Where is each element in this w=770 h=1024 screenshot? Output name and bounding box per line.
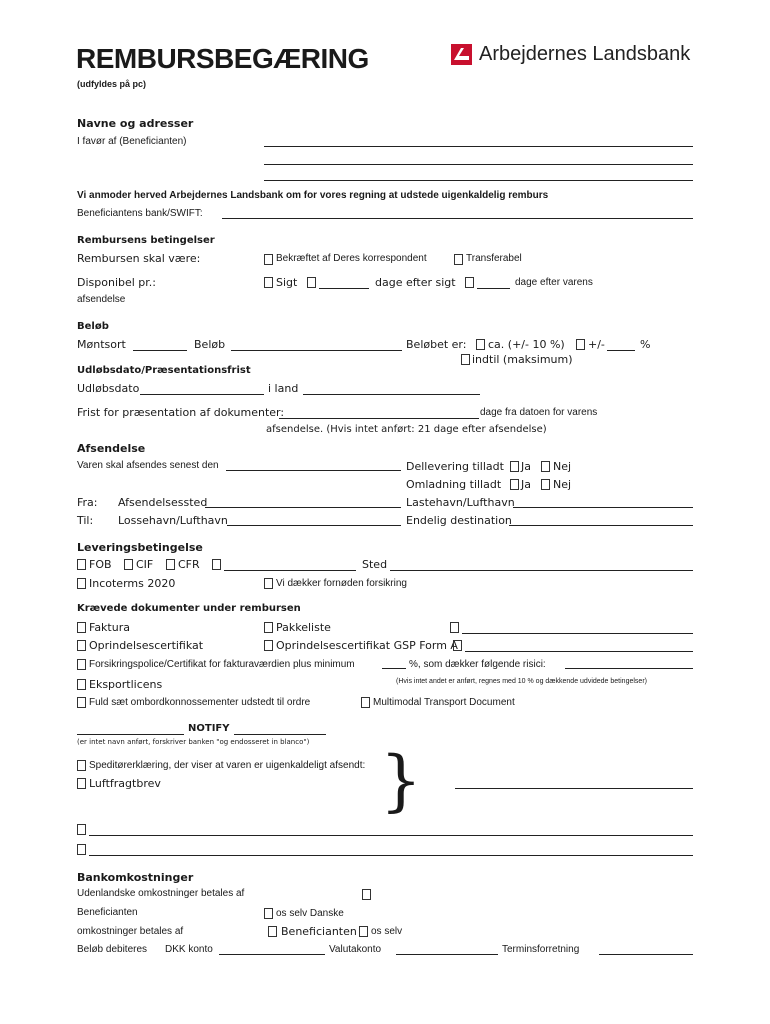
cfr-label: CFR — [178, 558, 200, 571]
amount-line[interactable] — [231, 350, 402, 351]
forwarder-label: Speditørerklæring, der viser at varen er uigenkaldeligt afsendt: — [89, 760, 366, 771]
forwarder-line[interactable] — [455, 788, 693, 789]
other-doc-3-checkbox[interactable] — [77, 824, 86, 835]
sight-label: Sigt — [276, 276, 298, 289]
invoice-checkbox[interactable] — [77, 622, 86, 633]
expiry-date-line[interactable] — [140, 394, 264, 395]
partial-no-label: Nej — [553, 460, 572, 473]
origin-checkbox[interactable] — [77, 640, 86, 651]
brace-symbol: } — [380, 742, 422, 819]
sight-checkbox[interactable] — [264, 277, 273, 288]
section-costs-heading: Bankomkostninger — [77, 871, 194, 884]
presentation-label: Frist for præsentation af dokumenter: — [77, 406, 285, 419]
amount-is-label: Beløbet er: — [406, 338, 467, 351]
available-label: Disponibel pr.: — [77, 276, 156, 289]
dkk-account-label: DKK konto — [165, 944, 213, 955]
transship-yes-label: Ja — [521, 478, 531, 491]
amount-label: Beløb — [194, 338, 226, 351]
currency-label: Møntsort — [77, 338, 126, 351]
dkk-account-line[interactable] — [219, 954, 325, 955]
fob-label: FOB — [89, 558, 112, 571]
airway-label: Luftfragtbrev — [89, 777, 161, 790]
currency-line[interactable] — [133, 350, 187, 351]
expiry-date-label: Udløbsdato — [77, 382, 140, 395]
section-conditions-heading: Rembursens betingelser — [77, 235, 215, 246]
cfr-checkbox[interactable] — [166, 559, 175, 570]
section-documents-heading: Krævede dokumenter under rembursen — [77, 603, 301, 614]
transferable-label: Transferabel — [466, 253, 522, 264]
plusminus-checkbox[interactable] — [576, 339, 585, 350]
final-destination-label: Endelig destination — [406, 514, 512, 527]
danish-self-checkbox[interactable] — [359, 926, 368, 937]
partial-yes-checkbox[interactable] — [510, 461, 519, 472]
section-names-heading: Navne og adresser — [77, 117, 194, 130]
days-from-label: dage fra datoen for varens — [480, 407, 598, 418]
currency-account-line[interactable] — [396, 954, 498, 955]
bank-name: Arbejdernes Landsbank — [479, 43, 691, 65]
export-license-checkbox[interactable] — [77, 679, 86, 690]
transship-label: Omladning tilladt — [406, 478, 502, 491]
beneficiary-line-2[interactable] — [264, 164, 693, 165]
transferable-checkbox[interactable] — [454, 254, 463, 265]
partial-yes-label: Ja — [521, 460, 531, 473]
danish-costs-label: omkostninger betales af — [77, 926, 184, 937]
bank-logo-mark-icon — [451, 44, 472, 65]
place-label: Sted — [362, 558, 388, 571]
other-doc-3-line[interactable] — [89, 835, 693, 836]
insurance-percent-line[interactable] — [382, 668, 406, 669]
insurance-note: (Hvis intet andet er anført, regnes med 10 % og dækkende udvidede betingelser) — [396, 678, 647, 685]
dispatch-place-label: Afsendelsessted — [118, 496, 208, 509]
export-license-label: Eksportlicens — [89, 678, 163, 691]
insurance-checkbox[interactable] — [264, 578, 273, 589]
section-expiry-heading: Udløbsdato/Præsentationsfrist — [77, 365, 251, 376]
foreign-beneficiary-label: Beneficianten — [77, 907, 138, 918]
danish-self-label: os selv — [371, 926, 403, 937]
confirmed-label: Bekræftet af Deres korrespondent — [276, 253, 427, 264]
approx-label: ca. (+/- 10 %) — [488, 338, 565, 351]
multimodal-checkbox[interactable] — [361, 697, 370, 708]
incoterms-label: Incoterms 2020 — [89, 577, 176, 590]
days-after-goods-label: dage efter varens — [515, 277, 593, 288]
days-after-sight-label: dage efter sigt — [375, 276, 456, 289]
section-shipment-heading: Afsendelse — [77, 442, 146, 455]
transship-yes-checkbox[interactable] — [510, 479, 519, 490]
fob-checkbox[interactable] — [77, 559, 86, 570]
place-line[interactable] — [390, 570, 693, 571]
latest-shipment-label: Varen skal afsendes senest den — [77, 460, 219, 471]
beneficiary-line-3[interactable] — [264, 180, 693, 181]
packing-list-checkbox[interactable] — [264, 622, 273, 633]
page-subtitle: (udfyldes på pc) — [77, 79, 147, 89]
swift-label: Beneficiantens bank/SWIFT: — [77, 208, 203, 219]
from-label: Fra: — [77, 496, 98, 509]
insurance-tail-label: %, som dækker følgende risici: — [409, 659, 546, 670]
up-to-checkbox[interactable] — [461, 354, 470, 365]
confirmed-checkbox[interactable] — [264, 254, 273, 265]
multimodal-label: Multimodal Transport Document — [373, 697, 515, 708]
up-to-label: indtil (maksimum) — [472, 353, 573, 366]
section-amount-heading: Beløb — [77, 321, 109, 332]
days-after-sight-checkbox[interactable] — [307, 277, 316, 288]
foreign-costs-checkbox[interactable] — [362, 889, 371, 900]
partial-no-checkbox[interactable] — [541, 461, 550, 472]
notify-line-left[interactable] — [77, 734, 184, 735]
other-term-line[interactable] — [224, 570, 356, 571]
swift-line[interactable] — [222, 218, 693, 219]
danish-beneficiary-checkbox[interactable] — [268, 926, 277, 937]
unloading-port-line[interactable] — [227, 525, 401, 526]
partial-label: Dellevering tilladt — [406, 460, 504, 473]
debit-label: Beløb debiteres — [77, 944, 148, 955]
cif-checkbox[interactable] — [124, 559, 133, 570]
origin-gsp-label: Oprindelsescertifikat GSP Form A — [276, 639, 458, 652]
beneficiary-line-1[interactable] — [264, 146, 693, 147]
other-doc-checkbox[interactable] — [450, 622, 459, 633]
origin-gsp-checkbox[interactable] — [264, 640, 273, 651]
plusminus-line[interactable] — [607, 350, 635, 351]
page-title: REMBURSBEGÆRING — [76, 43, 369, 74]
days-after-goods-line[interactable] — [477, 288, 510, 289]
final-destination-line[interactable] — [509, 525, 693, 526]
plusminus-label: +/- — [588, 338, 605, 351]
danish-beneficiary-label: Beneficianten — [281, 925, 357, 938]
transship-no-label: Nej — [553, 478, 572, 491]
packing-list-label: Pakkeliste — [276, 621, 331, 634]
notify-line-right[interactable] — [234, 734, 326, 735]
currency-account-label: Valutakonto — [329, 944, 382, 955]
foreign-self-checkbox[interactable] — [264, 908, 273, 919]
other-doc-4-line[interactable] — [89, 855, 693, 856]
forward-line[interactable] — [599, 954, 693, 955]
bank-logo — [451, 44, 472, 65]
favor-label: I favør af (Beneficianten) — [77, 136, 187, 147]
foreign-self-label: os selv Danske — [276, 908, 344, 919]
incoterms-checkbox[interactable] — [77, 578, 86, 589]
approx-checkbox[interactable] — [476, 339, 485, 350]
bill-of-lading-label: Fuld sæt ombordkonnossementer udstedt til ordre — [89, 697, 311, 708]
cif-label: CIF — [136, 558, 154, 571]
foreign-costs-label: Udenlandske omkostninger betales af — [77, 888, 245, 899]
insurance-risks-line[interactable] — [565, 668, 693, 669]
transship-no-checkbox[interactable] — [541, 479, 550, 490]
dispatch-place-line[interactable] — [205, 507, 401, 508]
airway-checkbox[interactable] — [77, 778, 86, 789]
origin-label: Oprindelsescertifikat — [89, 639, 204, 652]
notify-label: NOTIFY — [188, 723, 230, 734]
other-doc-line[interactable] — [462, 633, 693, 634]
other-doc-2-line[interactable] — [465, 651, 693, 652]
other-doc-4-checkbox[interactable] — [77, 844, 86, 855]
percent-label: % — [640, 338, 651, 351]
forward-label: Terminsforretning — [502, 944, 580, 955]
loading-port-label: Lastehavn/Lufthavn — [406, 496, 515, 509]
insurance-policy-label: Forsikringspolice/Certifikat for fakturaværdien plus minimum — [89, 659, 355, 670]
loading-port-line[interactable] — [513, 507, 693, 508]
bill-of-lading-checkbox[interactable] — [77, 697, 86, 708]
presentation-line[interactable] — [279, 418, 479, 419]
in-country-line[interactable] — [303, 394, 480, 395]
days-after-goods-checkbox[interactable] — [465, 277, 474, 288]
section-delivery-heading: Leveringsbetingelse — [77, 541, 203, 554]
insurance-policy-checkbox[interactable] — [77, 659, 86, 670]
invoice-label: Faktura — [89, 621, 130, 634]
shall-be-label: Rembursen skal være: — [77, 252, 201, 265]
unloading-port-label: Lossehavn/Lufthavn — [118, 514, 228, 527]
presentation-note: afsendelse. (Hvis intet anført: 21 dage efter afsendelse) — [266, 424, 547, 435]
forwarder-checkbox[interactable] — [77, 760, 86, 771]
days-after-sight-line[interactable] — [319, 288, 369, 289]
other-term-checkbox[interactable] — [212, 559, 221, 570]
in-country-label: i land — [268, 382, 299, 395]
dispatch-label: afsendelse — [77, 294, 126, 305]
to-label: Til: — [77, 514, 94, 527]
insurance-label: Vi dækker fornøden forsikring — [276, 578, 407, 589]
other-doc-2-checkbox[interactable] — [453, 640, 462, 651]
request-text: Vi anmoder herved Arbejdernes Landsbank om for vores regning at udstede uigenkaldelig remburs — [77, 190, 549, 201]
latest-shipment-line[interactable] — [226, 470, 401, 471]
notify-note: (er intet navn anført, forskriver banken "og endosseret in blanco") — [77, 738, 310, 746]
